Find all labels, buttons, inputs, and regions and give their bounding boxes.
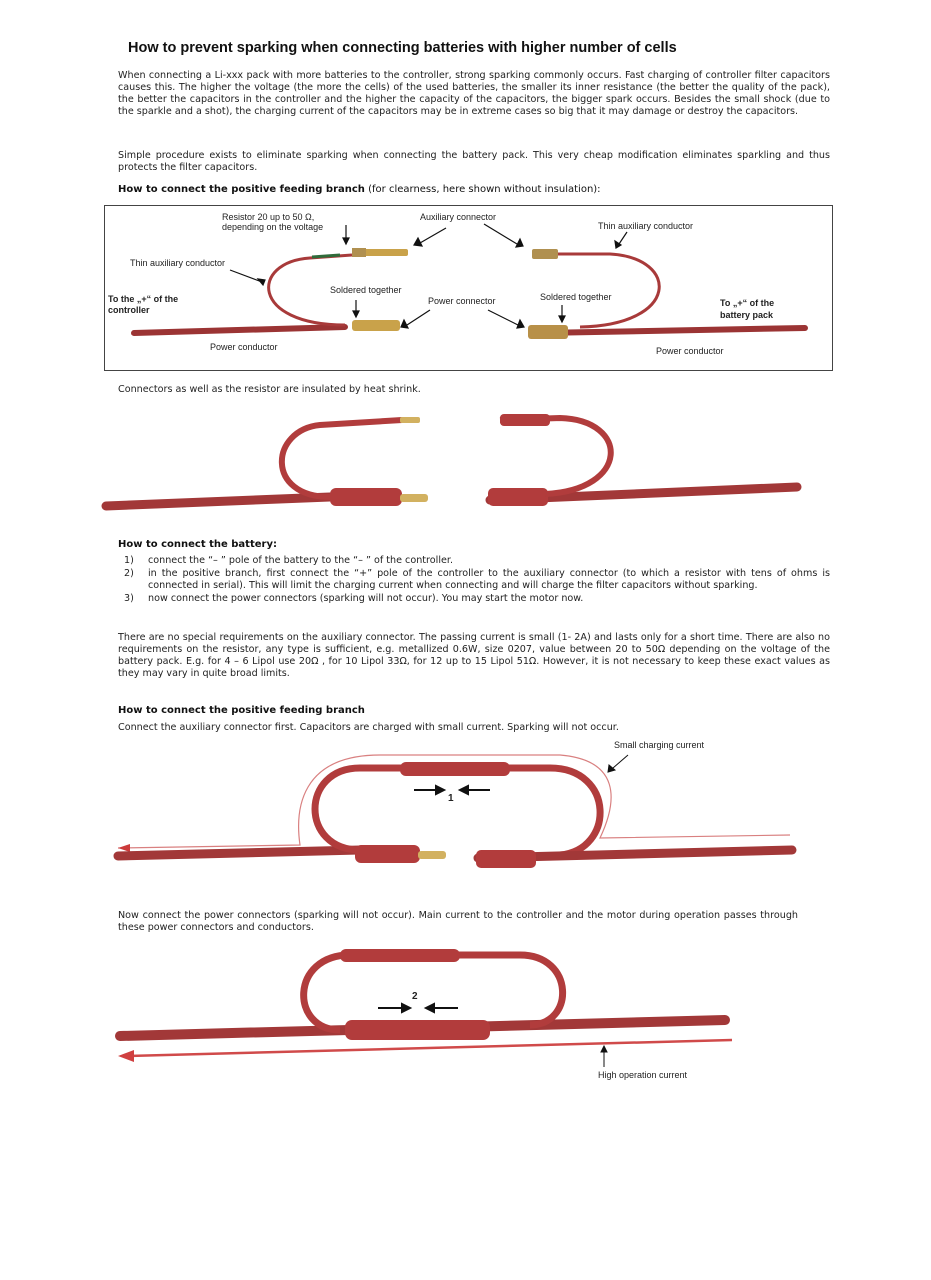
aux-first-paragraph: Connect the auxiliary connector first. Capacitors are charged with small current. Sparking will not occur. — [118, 722, 619, 733]
insulated-caption: Connectors as well as the resistor are insulated by heat shrink. — [118, 384, 421, 395]
label-to-controller-2: controller — [108, 305, 150, 315]
section2-heading: How to connect the positive feeding branch — [118, 705, 365, 716]
battery-heading: How to connect the battery: — [118, 539, 277, 550]
label-power-connector: Power connector — [428, 296, 496, 306]
step-two-marker: 2 — [412, 991, 418, 1002]
label-thin-aux-left: Thin auxiliary conductor — [130, 258, 226, 268]
label-small-charging-current: Small charging current — [614, 740, 705, 750]
photo4-push-arrows — [378, 1004, 458, 1012]
label-resistor-2: depending on the voltage — [222, 222, 324, 232]
label-aux-connector: Auxiliary connector — [420, 212, 497, 222]
power-connect-paragraph: Now connect the power connectors (sparking will not occur). Main current to the controller and the motor during operation passes through these power connectors and conductors. — [118, 910, 798, 933]
requirements-paragraph: There are no special requirements on the auxiliary connector. The passing current is small (1- 2A) and lasts only for a short time. There are also no requirements on the resistor, any type is sufficient, e.g. metallized 0.6W, size 0207, value between 20 to 50Ω depending on the voltage of the battery pack. E.g. for 4 – 6 Lipol use 20Ω , for 10 Lipol 33Ω, for 12 up to 15 Lipol 51Ω. However, it is not necessary to keep these exact values as they may vary in quite broad limits. — [118, 632, 830, 679]
step-2: 2) in the positive branch, first connect the “+” pole of the controller to the auxiliary connector (to which a resistor with tens of ohms is connected in serial). This will limit the charging current when connecting and will charge the filter capacitors without sparking. — [124, 567, 830, 591]
intro-paragraph: When connecting a Li-xxx pack with more batteries to the controller, strong sparking commonly occurs. Fast charging of controller filter capacitors causes this. The higher the voltage (the more the cells) of the used batteries, the smaller its inner resistance (the better the quality of the pack), the better the capacitors in the controller and the higher the capacity of the capacitors, the bigger spark occurs. Besides the small shock (due to the sparkle and a shot), the charging current of the capacitors may be in extreme cases so big that it may damage or destroy the capacitors. — [118, 70, 830, 117]
section-heading-note: (for clearness, here shown without insulation): — [364, 184, 601, 195]
photo4-aux-loop — [304, 955, 563, 1030]
photo4-current-arrowhead — [118, 1050, 134, 1062]
photo4-power-joint — [345, 1020, 490, 1040]
label-power-conductor-right: Power conductor — [656, 346, 724, 356]
page-title: How to prevent sparking when connecting batteries with higher number of cells — [128, 40, 677, 56]
label-to-battery-2: battery pack — [720, 310, 774, 320]
photo4-aux-joint — [340, 949, 460, 962]
label-resistor-1: Resistor 20 up to 50 Ω, — [222, 212, 315, 222]
label-soldered-right: Soldered together — [540, 292, 612, 302]
procedure-paragraph: Simple procedure exists to eliminate sparking when connecting the battery pack. This very cheap modification eliminates sparkling and thus protects the filter capacitors. — [118, 150, 830, 173]
label-soldered-left: Soldered together — [330, 285, 402, 295]
step-3: 3) now connect the power connectors (sparking will not occur). You may start the motor now. — [124, 592, 584, 604]
photo4-current-arrow-line — [128, 1040, 732, 1056]
step-1: 1) connect the “– ” pole of the battery to the “– ” of the controller. — [124, 555, 453, 566]
label-power-conductor-left: Power conductor — [210, 342, 278, 352]
label-to-controller-1: To the „+“ of the — [108, 294, 179, 304]
label-high-operation-current: High operation current — [598, 1070, 688, 1080]
step-one-marker: 1 — [448, 793, 454, 804]
high-current-pointer — [601, 1046, 607, 1067]
label-to-battery-1: To „+“ of the — [720, 298, 775, 308]
label-thin-aux-right: Thin auxiliary conductor — [598, 221, 694, 231]
section-heading-bold: How to connect the positive feeding branch — [118, 184, 365, 195]
